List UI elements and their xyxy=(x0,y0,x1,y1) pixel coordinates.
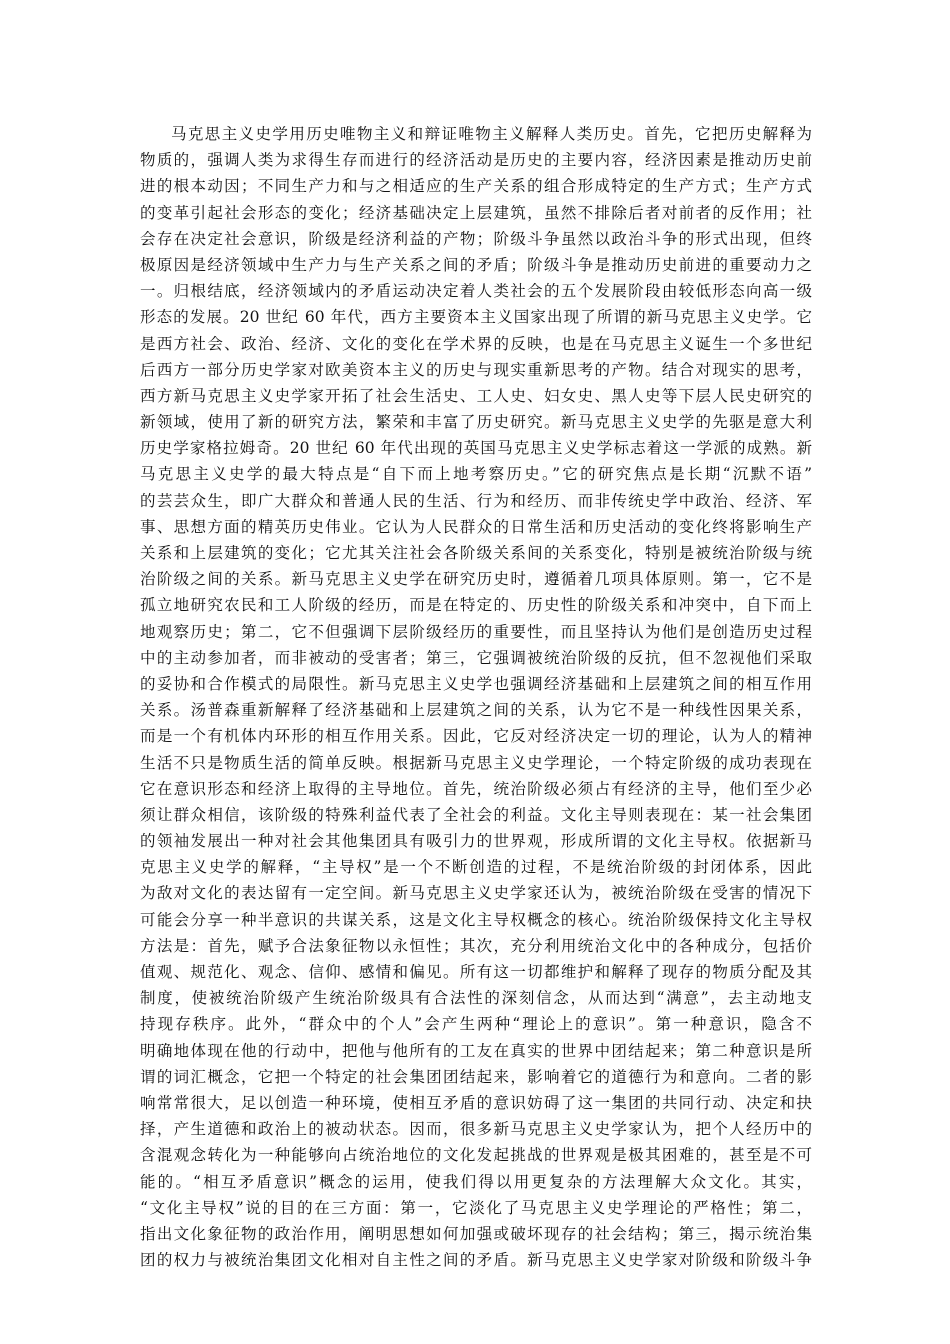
text-line: 地观察历史；第二，它不但强调下层阶级经历的重要性，而且坚持认为他们是创造历史过程 xyxy=(140,622,812,641)
text-line: 可能会分享一种半意识的共谋关系，这是文化主导权概念的核心。统治阶级保持文化主导权 xyxy=(140,910,812,929)
text-line: 的领袖发展出一种对社会其他集团具有吸引力的世界观，形成所谓的文化主导权。依据新马 xyxy=(140,832,812,851)
text-line: 须让群众相信，该阶级的特殊利益代表了全社会的利益。文化主导则表现在：某一社会集团 xyxy=(140,805,812,824)
text-line: 持现存秩序。此外，“群众中的个人”会产生两种“理论上的意识”。第一种意识，隐含不 xyxy=(140,1015,812,1034)
text-line: 它在意识形态和经济上取得的主导地位。首先，统治阶级必须占有经济的主导，他们至少必 xyxy=(140,779,812,798)
text-line: 的芸芸众生，即广大群众和普通人民的生活、行为和经历、而非传统史学中政治、经济、军 xyxy=(140,491,812,510)
text-line: 历史学家格拉姆奇。20 世纪 60 年代出现的英国马克思主义史学标志着这一学派的成熟。新 xyxy=(140,439,812,458)
text-line: 进的根本动因；不同生产力和与之相适应的生产关系的组合形成特定的生产方式；生产方式 xyxy=(140,177,812,196)
text-line: 为敌对文化的表达留有一定空间。新马克思主义史学家还认为，被统治阶级在受害的情况下 xyxy=(140,884,812,903)
text-line: 极原因是经济领域中生产力与生产关系之间的矛盾；阶级斗争是推动历史前进的重要动力之 xyxy=(140,255,812,274)
text-line: 中的主动参加者，而非被动的受害者；第三，它强调被统治阶级的反抗，但不忽视他们采取 xyxy=(140,648,812,667)
text-line: 西方新马克思主义史学家开拓了社会生活史、工人史、妇女史、黑人史等下层人民史研究的 xyxy=(140,386,812,405)
text-line: 治阶级之间的关系。新马克思主义史学在研究历史时，遵循着几项具体原则。第一，它不是 xyxy=(140,570,812,589)
text-line: 是西方社会、政治、经济、文化的变化在学术界的反映，也是在马克思主义诞生一个多世纪 xyxy=(140,334,812,353)
text-line: 值观、规范化、观念、信仰、感情和偏见。所有这一切都维护和解释了现存的物质分配及其 xyxy=(140,963,812,981)
text-line: 的变革引起社会形态的变化；经济基础决定上层建筑，虽然不排除后者对前者的反作用；社 xyxy=(140,203,812,222)
text-line: 而是一个有机体内环形的相互作用关系。因此，它反对经济决定一切的理论，认为人的精神 xyxy=(140,727,812,746)
text-line: 会存在决定社会意识，阶级是经济利益的产物；阶级斗争虽然以政治斗争的形式出现，但终 xyxy=(140,229,812,248)
text-line: 的妥协和合作模式的局限性。新马克思主义史学也强调经济基础和上层建筑之间的相互作用 xyxy=(140,674,812,693)
text-line: 响常常很大，足以创造一种环境，使相互矛盾的意识妨碍了这一集团的共同行动、决定和抉 xyxy=(140,1093,812,1112)
text-line: 团的权力与被统治集团文化相对自主性之间的矛盾。新马克思主义史学家对阶级和阶级斗争 xyxy=(140,1251,812,1270)
text-line: 孤立地研究农民和工人阶级的经历，而是在特定的、历史性的阶级关系和冲突中，自下而上 xyxy=(140,596,812,615)
text-line: 后西方一部分历史学家对欧美资本主义的历史与现实重新思考的产物。结合对现实的思考， xyxy=(140,360,812,379)
text-line: 事、思想方面的精英历史伟业。它认为人民群众的日常生活和历史活动的变化终将影响生产 xyxy=(140,517,812,536)
text-line: 克思主义史学的解释，“主导权”是一个不断创造的过程，不是统治阶级的封闭体系，因此 xyxy=(140,858,812,877)
text-line: 关系。汤普森重新解释了经济基础和上层建筑之间的关系，认为它不是一种线性因果关系， xyxy=(140,701,812,720)
body-paragraph xyxy=(140,121,812,1273)
text-line: 能的。“相互矛盾意识”概念的运用，使我们得以用更复杂的方法理解大众文化。其实， xyxy=(140,1172,812,1191)
text-line: 含混观念转化为一种能够向占统治地位的文化发起挑战的世界观是极其困难的，甚至是不可 xyxy=(140,1146,812,1165)
text-line: 谓的词汇概念，它把一个特定的社会集团团结起来，影响着它的道德行为和意向。二者的影 xyxy=(140,1067,812,1086)
text-line: 明确地体现在他的行动中，把他与他所有的工友在真实的世界中团结起来；第二种意识是所 xyxy=(140,1041,812,1060)
text-line: 择，产生道德和政治上的被动状态。因而，很多新马克思主义史学家认为，把个人经历中的 xyxy=(140,1120,812,1139)
text-line: 关系和上层建筑的变化；它尤其关注社会各阶级关系间的关系变化，特别是被统治阶级与统 xyxy=(140,544,812,562)
text-line: 方法是：首先，赋予合法象征物以永恒性；其次，充分利用统治文化中的各种成分，包括价 xyxy=(140,936,812,955)
text-line: 新领域，使用了新的研究方法，繁荣和丰富了历史研究。新马克思主义史学的先驱是意大利 xyxy=(140,413,812,432)
text-line: 物质的，强调人类为求得生存而进行的经济活动是历史的主要内容，经济因素是推动历史前 xyxy=(140,151,812,170)
text-line: 形态的发展。20 世纪 60 年代，西方主要资本主义国家出现了所谓的新马克思主义史学。它 xyxy=(140,308,812,327)
text-line: 马克思主义史学用历史唯物主义和辩证唯物主义解释人类历史。首先，它把历史解释为 xyxy=(171,125,812,143)
text-line: 一。归根结底，经济领域内的矛盾运动决定着人类社会的五个发展阶段由较低形态向高一级 xyxy=(140,282,812,301)
text-line: 生活不只是物质生活的简单反映。根据新马克思主义史学理论，一个特定阶级的成功表现在 xyxy=(140,753,812,772)
text-line: “文化主导权”说的目的在三方面：第一，它淡化了马克思主义史学理论的严格性；第二， xyxy=(140,1198,812,1217)
text-line: 马克思主义史学的最大特点是“自下而上地考察历史。”它的研究焦点是长期“沉默不语” xyxy=(140,465,812,484)
text-line: 指出文化象征物的政治作用，阐明思想如何加强或破坏现存的社会结构；第三，揭示统治集 xyxy=(140,1224,812,1243)
text-line: 制度，使被统治阶级产生统治阶级具有合法性的深刻信念，从而达到“满意”，去主动地支 xyxy=(140,989,812,1008)
